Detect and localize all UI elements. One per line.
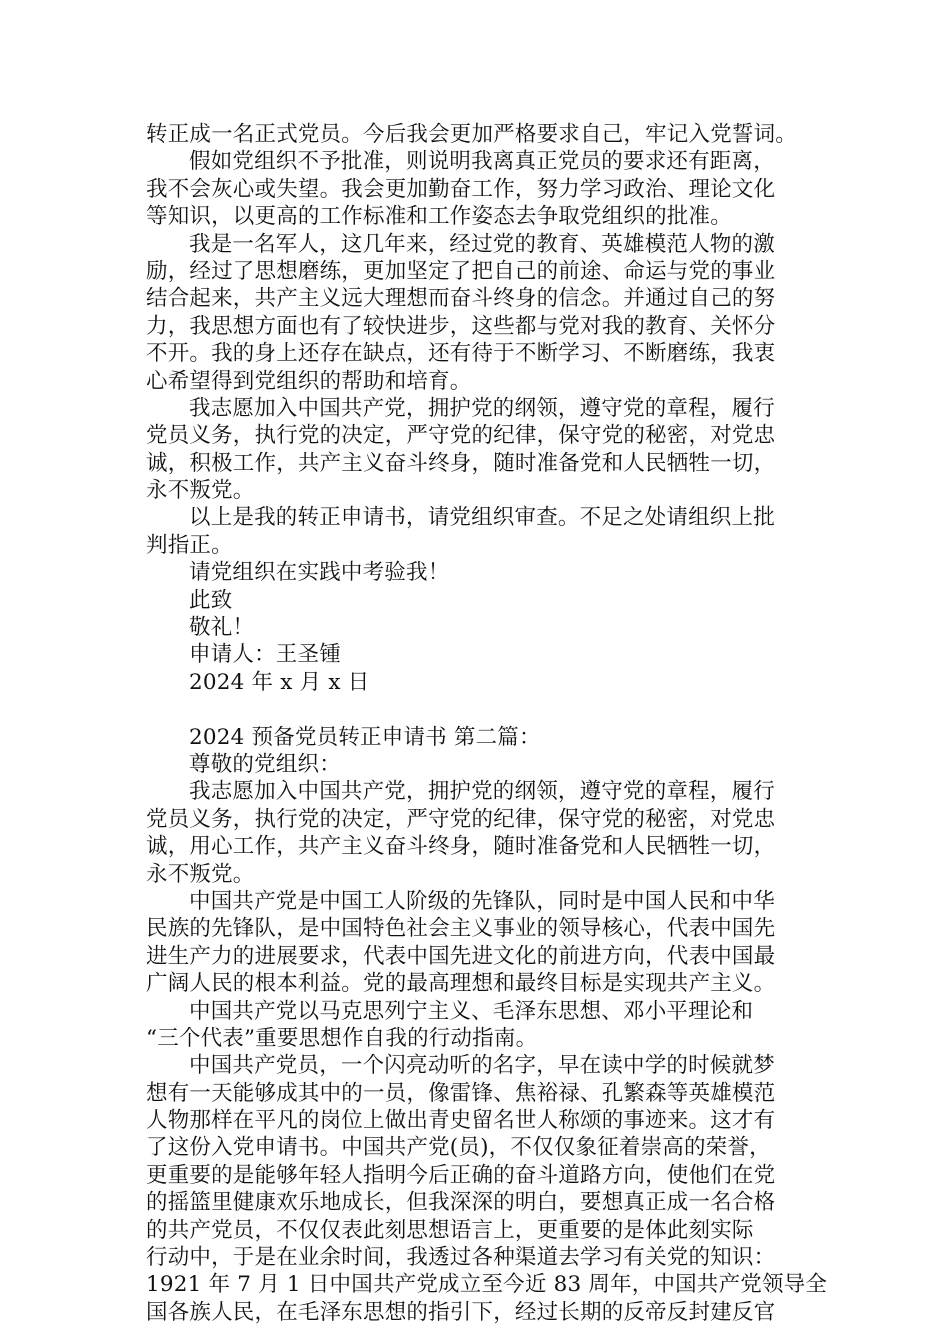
text-line: 的共产党员，不仅仅表此刻思想语言上，更重要的是体此刻实际 xyxy=(146,1217,754,1243)
text-line: 中国共产党以马克思列宁主义、毛泽东思想、邓小平理论和 xyxy=(189,998,754,1024)
text-line: 行动中，于是在业余时间，我透过各种渠道去学习有关党的知识： xyxy=(146,1245,776,1271)
text-line: 结合起来，共产主义远大理想而奋斗终身的信念。并通过自己的努 xyxy=(146,286,776,312)
text-line: 等知识，以更高的工作标准和工作姿态去争取党组织的批准。 xyxy=(146,204,732,230)
text-line: 的摇篮里健康欢乐地成长，但我深深的明白，要想真正成一名合格 xyxy=(146,1190,776,1216)
text-line: 心希望得到党组织的帮助和培育。 xyxy=(146,368,472,394)
text-line: 中国共产党员，一个闪亮动听的名字，早在读中学的时候就梦 xyxy=(189,1053,775,1079)
text-line: 党员义务，执行党的决定，严守党的纪律，保守党的秘密，对党忠 xyxy=(146,806,776,832)
text-line: 尊敬的党组织： xyxy=(189,751,341,777)
text-line: 申请人：王圣锺 xyxy=(189,642,341,668)
text-line: 以上是我的转正申请书，请党组织审查。不足之处请组织上批 xyxy=(189,505,775,531)
document-page xyxy=(146,121,826,1326)
text-line: 2024 预备党员转正申请书 第二篇： xyxy=(189,724,541,750)
text-line: 力，我思想方面也有了较快进步，这些都与党对我的教育、关怀分 xyxy=(146,313,776,339)
text-line: 不开。我的身上还存在缺点，还有待于不断学习、不断磨练，我衷 xyxy=(146,341,776,367)
text-line: 民族的先锋队，是中国特色社会主义事业的领导核心，代表中国先 xyxy=(146,916,776,942)
text-line: 永不叛党。 xyxy=(146,861,255,887)
text-line: 更重要的是能够年轻人指明今后正确的奋斗道路方向，使他们在党 xyxy=(146,1162,776,1188)
text-line: 敬礼！ xyxy=(189,615,255,641)
text-line: 励，经过了思想磨练，更加坚定了把自己的前途、命运与党的事业 xyxy=(146,258,776,284)
text-line: “三个代表”重要思想作自我的行动指南。 xyxy=(146,1025,538,1051)
text-line: 诚，积极工作，共产主义奋斗终身，随时准备党和人民牺牲一切， xyxy=(146,450,776,476)
blank-line xyxy=(146,696,826,723)
text-line: 假如党组织不予批准，则说明我离真正党员的要求还有距离， xyxy=(189,149,775,175)
text-line: 了这份入党申请书。中国共产党(员)，不仅仅象征着崇高的荣誉， xyxy=(146,1135,771,1161)
text-line: 我志愿加入中国共产党，拥护党的纲领，遵守党的章程，履行 xyxy=(189,395,775,421)
text-line: 转正成一名正式党员。今后我会更加严格要求自己，牢记入党誓词。 xyxy=(146,122,798,147)
text-line: 我是一名军人，这几年来，经过党的教育、英雄模范人物的激 xyxy=(189,231,775,257)
text-line: 我不会灰心或失望。我会更加勤奋工作，努力学习政治、理论文化 xyxy=(146,176,776,202)
text-line: 2024 年 x 月 x 日 xyxy=(189,669,370,695)
text-line: 广阔人民的根本利益。党的最高理想和最终目标是实现共产主义。 xyxy=(146,971,776,997)
text-line: 永不叛党。 xyxy=(146,478,255,504)
text-line: 诚，用心工作，共产主义奋斗终身，随时准备党和人民牺牲一切， xyxy=(146,834,776,860)
text-line: 1921 年 7 月 1 日中国共产党成立至今近 83 周年，中国共产党领导全 xyxy=(146,1272,828,1298)
text-line: 想有一天能够成其中的一员，像雷锋、焦裕禄、孔繁森等英雄模范 xyxy=(146,1080,776,1106)
text-line: 进生产力的进展要求，代表中国先进文化的前进方向，代表中国最 xyxy=(146,943,776,969)
text-line: 人物那样在平凡的岗位上做出青史留名世人称颂的事迹来。这才有 xyxy=(146,1108,776,1134)
text-line: 党员义务，执行党的决定，严守党的纪律，保守党的秘密，对党忠 xyxy=(146,423,776,449)
text-line: 国各族人民，在毛泽东思想的指引下，经过长期的反帝反封建反官 xyxy=(146,1299,776,1325)
text-line: 请党组织在实践中考验我！ xyxy=(189,560,450,586)
text-line: 中国共产党是中国工人阶级的先锋队，同时是中国人民和中华 xyxy=(189,888,775,914)
text-line: 判指正。 xyxy=(146,532,233,558)
text-line: 我志愿加入中国共产党，拥护党的纲领，遵守党的章程，履行 xyxy=(189,779,775,805)
text-line: 此致 xyxy=(189,587,233,613)
